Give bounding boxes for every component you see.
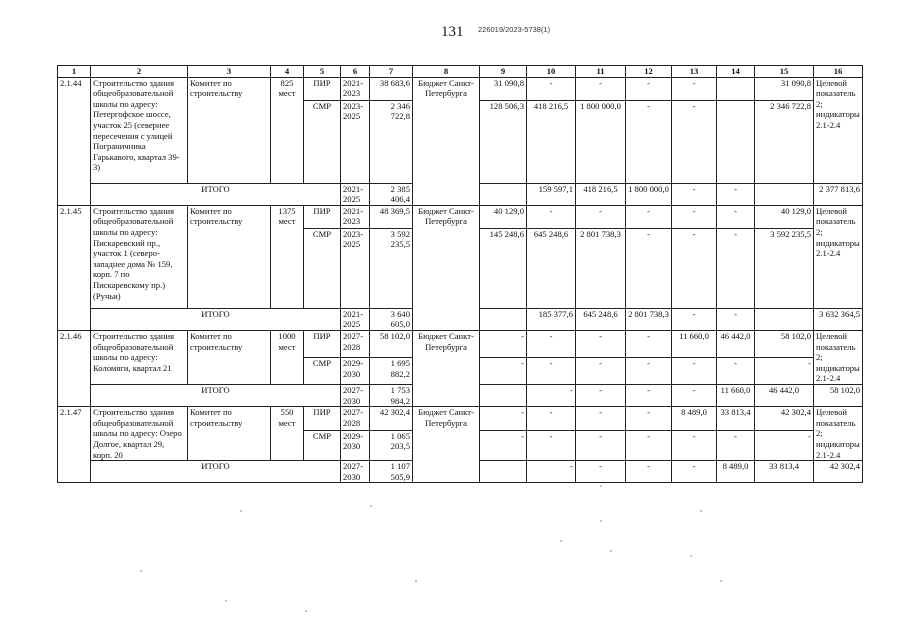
stage-value-v11: - <box>576 358 626 385</box>
column-number: 8 <box>413 66 480 78</box>
stage-value-v11: - <box>576 77 626 100</box>
stage-period: 2029-2030 <box>341 430 370 461</box>
stage-type: ПИР <box>304 330 341 357</box>
scan-speck <box>140 570 142 572</box>
indicators: Целевой показатель 2; индикаторы 2.1-2.4 <box>814 77 863 183</box>
document-reference: 226019/2023-5738(1) <box>478 25 551 34</box>
column-number: 7 <box>370 66 413 78</box>
scan-speck <box>225 600 227 602</box>
stage-value-v15: - <box>755 430 814 461</box>
stage-value-v12: - <box>626 100 672 183</box>
total-label: ИТОГО <box>91 308 341 330</box>
total-value-v9: 185 377,6 <box>527 308 576 330</box>
stage-value-v10: - <box>527 77 576 100</box>
total-sum: 1 753 984,2 <box>370 384 413 406</box>
total-value-v12: - <box>672 461 717 483</box>
total-value-v14 <box>755 183 814 205</box>
scan-speck <box>370 505 372 507</box>
table-row <box>58 77 863 100</box>
total-sum: 2 385 406,4 <box>370 183 413 205</box>
column-number: 15 <box>755 66 814 78</box>
scan-speck <box>610 550 612 552</box>
funding-source: Бюджет Санкт-Петербурга <box>413 77 480 205</box>
stage-value-v12: - <box>626 205 672 228</box>
total-value-v15: 2 377 813,6 <box>814 183 863 205</box>
stage-type: ПИР <box>304 205 341 228</box>
customer: Комитет по строительству <box>188 330 271 384</box>
stage-period: 2021-2023 <box>341 77 370 100</box>
total-value-v12: - <box>672 384 717 406</box>
total-value-v11: - <box>626 384 672 406</box>
stage-value-v13: 11 660,0 <box>672 330 717 357</box>
total-period: 2021-2025 <box>341 308 370 330</box>
capacity: 550 мест <box>271 407 304 461</box>
stage-type: СМР <box>304 228 341 308</box>
object-name: Строительство здания общеобразовательной школы по адресу: Озеро Долгое, квартал 29, корп. 20 <box>91 407 188 461</box>
stage-value-v15: 42 302,4 <box>755 407 814 430</box>
total-value-v10: - <box>576 384 626 406</box>
stage-type: ПИР <box>304 77 341 100</box>
stage-value-v12: - <box>626 77 672 100</box>
total-period: 2027-2030 <box>341 384 370 406</box>
stage-value-v13: - <box>672 205 717 228</box>
stage-value-v14: - <box>717 358 755 385</box>
total-empty <box>480 384 527 406</box>
total-value-v15: 42 302,4 <box>814 461 863 483</box>
stage-total: 58 102,0 <box>370 330 413 357</box>
stage-value-v14: - <box>717 205 755 228</box>
stage-value-v15: 2 346 722,8 <box>755 100 814 183</box>
stage-total: 3 592 235,5 <box>370 228 413 308</box>
customer: Комитет по строительству <box>188 407 271 461</box>
column-number: 4 <box>271 66 304 78</box>
total-value-v13: 8 489,0 <box>717 461 755 483</box>
stage-value-v15: - <box>755 358 814 385</box>
stage-value-v10: - <box>527 205 576 228</box>
table-row <box>58 407 863 430</box>
total-value-v10: - <box>576 461 626 483</box>
column-number: 9 <box>480 66 527 78</box>
total-value-v15: 3 632 364,5 <box>814 308 863 330</box>
capacity: 1000 мест <box>271 330 304 384</box>
column-number-row <box>58 66 863 78</box>
table-row <box>58 330 863 357</box>
page-number: 131 <box>441 24 464 40</box>
total-value-v13: 11 660,0 <box>717 384 755 406</box>
stage-value-v10: - <box>527 407 576 430</box>
stage-total: 1 065 203,5 <box>370 430 413 461</box>
stage-period: 2027-2028 <box>341 330 370 357</box>
stage-value-v10: - <box>527 330 576 357</box>
column-number: 2 <box>91 66 188 78</box>
funding-source: Бюджет Санкт-Петербурга <box>413 205 480 330</box>
total-value-v13: - <box>717 183 755 205</box>
indicators: Целевой показатель 2; индикаторы 2.1-2.4 <box>814 330 863 384</box>
total-value-v11: - <box>626 461 672 483</box>
stage-value-v14: 33 813,4 <box>717 407 755 430</box>
stage-value-v12: - <box>626 407 672 430</box>
funding-source: Бюджет Санкт-Петербурга <box>413 330 480 406</box>
stage-value-v11: - <box>576 205 626 228</box>
stage-value-v12: - <box>626 228 672 308</box>
object-name: Строительство здания общеобразовательной школы по адресу: Петергофское шоссе, участок 25 (севернее пересечения с улицей Пограничника Гарькавого, квартал 39-3) <box>91 77 188 183</box>
capacity: 825 мест <box>271 77 304 183</box>
column-number: 10 <box>527 66 576 78</box>
total-sum: 3 640 605,0 <box>370 308 413 330</box>
stage-value-v13: - <box>672 430 717 461</box>
stage-value-v13: - <box>672 358 717 385</box>
total-value-v9: - <box>527 461 576 483</box>
stage-value-v14 <box>717 100 755 183</box>
scan-speck <box>700 510 702 512</box>
total-value-v15: 58 102,0 <box>814 384 863 406</box>
stage-type: СМР <box>304 430 341 461</box>
total-value-v12: - <box>672 308 717 330</box>
stage-value-v15: 3 592 235,5 <box>755 228 814 308</box>
stage-period: 2029-2030 <box>341 358 370 385</box>
stage-total: 38 683,6 <box>370 77 413 100</box>
stage-value-v9: 40 129,0 <box>480 205 527 228</box>
stage-value-v9: - <box>480 358 527 385</box>
capacity: 1375 мест <box>271 205 304 308</box>
stage-value-v14: - <box>717 228 755 308</box>
total-sum: 1 107 505,9 <box>370 461 413 483</box>
total-label: ИТОГО <box>91 384 341 406</box>
stage-value-v12: - <box>626 358 672 385</box>
row-id: 2.1.44 <box>58 77 91 205</box>
total-label: ИТОГО <box>91 183 341 205</box>
object-name: Строительство здания общеобразовательной школы по адресу: Коломяги, квартал 21 <box>91 330 188 384</box>
column-number: 11 <box>576 66 626 78</box>
scan-speck <box>720 580 722 582</box>
stage-total: 48 369,5 <box>370 205 413 228</box>
object-name: Строительство здания общеобразовательной школы по адресу: Пискаревский пр., участок 1 (северо-западнее дома № 159, корп. 7 по Пискаревскому пр.) (Ручьи) <box>91 205 188 308</box>
total-value-v14: 33 813,4 <box>755 461 814 483</box>
column-number: 16 <box>814 66 863 78</box>
column-number: 1 <box>58 66 91 78</box>
scan-speck <box>690 555 692 557</box>
scan-speck <box>415 580 417 582</box>
customer: Комитет по строительству <box>188 205 271 308</box>
total-period: 2021-2025 <box>341 183 370 205</box>
customer: Комитет по строительству <box>188 77 271 183</box>
row-id: 2.1.47 <box>58 407 91 483</box>
stage-value-v9: - <box>480 330 527 357</box>
row-id: 2.1.45 <box>58 205 91 330</box>
stage-value-v9: 128 506,3 <box>480 100 527 183</box>
stage-value-v15: 31 090,8 <box>755 77 814 100</box>
stage-value-v10: 418 216,5 <box>527 100 576 183</box>
total-label: ИТОГО <box>91 461 341 483</box>
stage-type: СМР <box>304 100 341 183</box>
column-number: 5 <box>304 66 341 78</box>
scan-speck <box>600 485 602 487</box>
stage-value-v15: 40 129,0 <box>755 205 814 228</box>
total-value-v10: 418 216,5 <box>576 183 626 205</box>
stage-value-v11: - <box>576 407 626 430</box>
scan-speck <box>600 520 602 522</box>
stage-value-v12: - <box>626 430 672 461</box>
stage-type: СМР <box>304 358 341 385</box>
total-value-v10: 645 248,6 <box>576 308 626 330</box>
stage-value-v10: - <box>527 430 576 461</box>
scan-speck <box>305 610 307 612</box>
stage-value-v13: - <box>672 100 717 183</box>
table-row <box>58 205 863 228</box>
scan-noise <box>0 480 905 640</box>
stage-period: 2023-2025 <box>341 228 370 308</box>
total-value-v11: 1 800 000,0 <box>626 183 672 205</box>
stage-value-v9: 31 090,8 <box>480 77 527 100</box>
total-value-v9: 159 597,1 <box>527 183 576 205</box>
indicators: Целевой показатель 2; индикаторы 2.1-2.4 <box>814 407 863 461</box>
total-empty <box>480 183 527 205</box>
stage-value-v14: 46 442,0 <box>717 330 755 357</box>
funding-source: Бюджет Санкт-Петербурга <box>413 407 480 483</box>
stage-value-v13: - <box>672 77 717 100</box>
stage-value-v10: - <box>527 358 576 385</box>
stage-total: 42 302,4 <box>370 407 413 430</box>
stage-value-v9: 145 248,6 <box>480 228 527 308</box>
indicators: Целевой показатель 2; индикаторы 2.1-2.4 <box>814 205 863 308</box>
stage-value-v11: 2 801 738,3 <box>576 228 626 308</box>
scan-speck <box>240 510 242 512</box>
column-number: 14 <box>717 66 755 78</box>
stage-value-v11: - <box>576 430 626 461</box>
stage-value-v9: - <box>480 407 527 430</box>
stage-value-v12: - <box>626 330 672 357</box>
stage-value-v14 <box>717 77 755 100</box>
stage-value-v10: 645 248,6 <box>527 228 576 308</box>
stage-value-v11: 1 800 000,0 <box>576 100 626 183</box>
total-value-v9: - <box>527 384 576 406</box>
total-value-v14: 46 442,0 <box>755 384 814 406</box>
total-period: 2027-2030 <box>341 461 370 483</box>
stage-value-v15: 58 102,0 <box>755 330 814 357</box>
column-number: 3 <box>188 66 271 78</box>
stage-total: 1 695 882,2 <box>370 358 413 385</box>
column-number: 13 <box>672 66 717 78</box>
page-header <box>0 24 905 44</box>
stage-value-v14: - <box>717 430 755 461</box>
stage-value-v11: - <box>576 330 626 357</box>
total-empty <box>480 308 527 330</box>
stage-value-v9: - <box>480 430 527 461</box>
stage-period: 2021-2023 <box>341 205 370 228</box>
program-table <box>57 65 863 483</box>
stage-value-v13: - <box>672 228 717 308</box>
column-number: 6 <box>341 66 370 78</box>
total-value-v11: 2 801 738,3 <box>626 308 672 330</box>
total-value-v12: - <box>672 183 717 205</box>
row-id: 2.1.46 <box>58 330 91 406</box>
total-value-v14 <box>755 308 814 330</box>
total-value-v13: - <box>717 308 755 330</box>
stage-period: 2023-2025 <box>341 100 370 183</box>
scan-speck <box>560 540 562 542</box>
stage-value-v13: 8 489,0 <box>672 407 717 430</box>
stage-total: 2 346 722,8 <box>370 100 413 183</box>
stage-type: ПИР <box>304 407 341 430</box>
stage-period: 2027-2028 <box>341 407 370 430</box>
column-number: 12 <box>626 66 672 78</box>
